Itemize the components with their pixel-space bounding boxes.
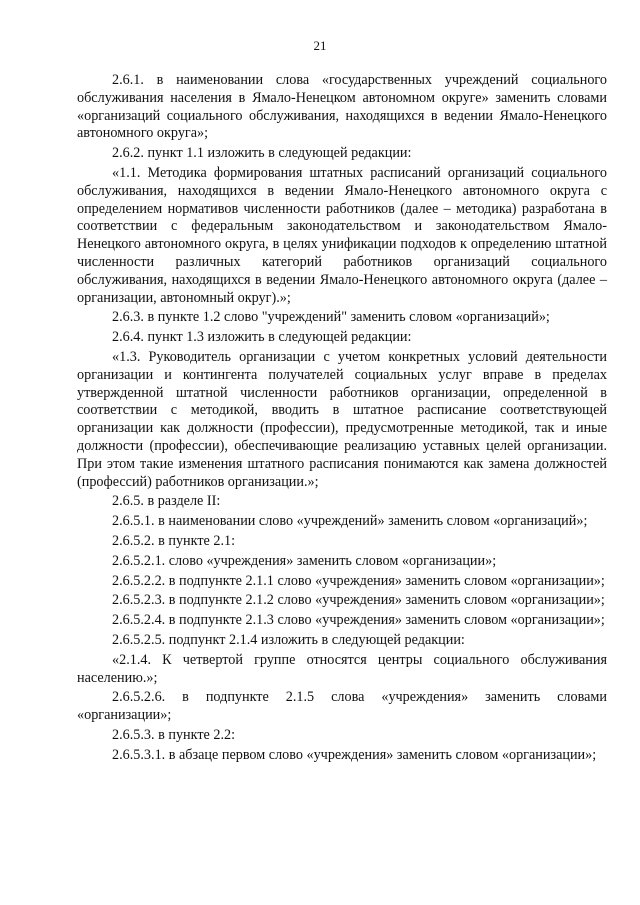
paragraph: 2.6.5.2.6. в подпункте 2.1.5 слова «учреждения» заменить словами «организации»; [77, 689, 607, 724]
paragraph: «1.1. Методика формирования штатных расписаний организаций социального обслуживания, находящихся в ведении Ямало-Ненецкого автономного округа с определением нормативов численности работников (далее – методика) разработана в соответствии с федеральным законодательством и законодательством Ямало-Ненецкого автономного округа, в целях унификации подходов к определению штатной численности различных категорий работников организаций социального обслуживания, находящихся в ведении Ямало-Ненецкого автономного округа (далее – организации, автономный округ).»; [77, 164, 607, 306]
paragraph: 2.6.2. пункт 1.1 изложить в следующей редакции: [112, 145, 412, 162]
paragraph: 2.6.5. в разделе II: [112, 493, 221, 510]
paragraph: 2.6.1. в наименовании слова «государственных учреждений социального обслуживания населения в Ямало-Ненецком автономном округе» заменить словами «организаций социального обслуживания, находящихся в ведении Ямало-Ненецкого автономного округа»; [77, 72, 607, 142]
paragraph: 2.6.5.3.1. в абзаце первом слово «учреждения» заменить словом «организации»; [112, 746, 597, 763]
paragraph: «2.1.4. К четвертой группе относятся центры социального обслуживания населению.»; [77, 651, 607, 686]
paragraph: 2.6.3. в пункте 1.2 слово "учреждений" заменить словом «организаций»; [112, 309, 550, 326]
paragraph: 2.6.5.3. в пункте 2.2: [112, 726, 236, 743]
page-number: 21 [313, 38, 327, 53]
paragraph: 2.6.5.2.1. слово «учреждения» заменить словом «организации»; [112, 552, 497, 569]
paragraph: 2.6.4. пункт 1.3 изложить в следующей редакции: [112, 329, 412, 346]
paragraph: 2.6.5.2.2. в подпункте 2.1.1 слово «учреждения» заменить словом «организации»; [112, 572, 605, 589]
paragraph: «1.3. Руководитель организации с учетом конкретных условий деятельности организации и контингента получателей социальных услуг вправе в пределах утвержденной штатной численности работников организации, определенной в соответствии с методикой, вводить в штатное расписание соответствующей организации как должности (профессии), предусмотренные методикой, так и иные должности (профессии), обеспечивающие реализацию уставных целей организации. При этом такие изменения штатного расписания понимаются как замена должностей (профессий) работников организации.»; [77, 348, 607, 490]
paragraph: 2.6.5.2. в пункте 2.1: [112, 532, 236, 549]
paragraph: 2.6.5.2.5. подпункт 2.1.4 изложить в следующей редакции: [112, 631, 465, 648]
paragraph: 2.6.5.1. в наименовании слово «учреждений» заменить словом «организаций»; [112, 513, 588, 530]
document-body [77, 72, 607, 766]
paragraph: 2.6.5.2.3. в подпункте 2.1.2 слово «учреждения» заменить словом «организации»; [112, 592, 605, 609]
paragraph: 2.6.5.2.4. в подпункте 2.1.3 слово «учреждения» заменить словом «организации»; [112, 612, 605, 629]
